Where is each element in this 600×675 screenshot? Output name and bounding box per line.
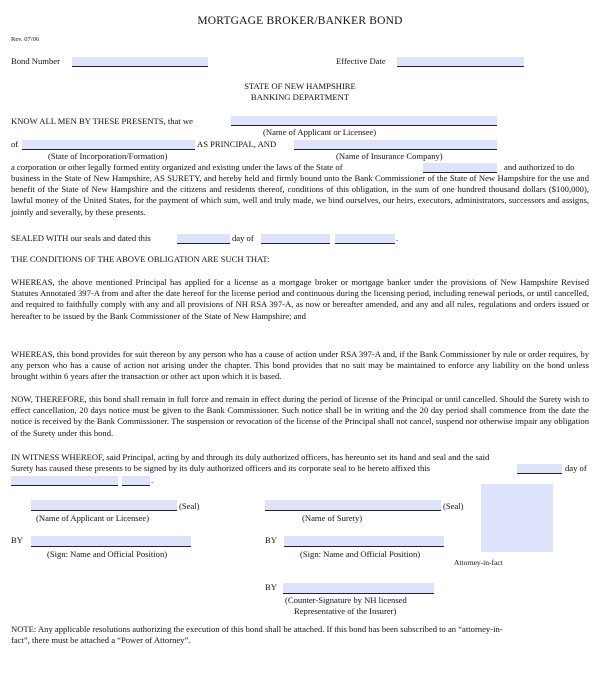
attorney-in-fact-label: Attorney-in-fact [454,558,503,567]
witness-line-1: IN WITNESS WHEREOF, said Principal, acting by and through its duly authorized officers, has hereunto set its hand and seal and the said [11,452,490,462]
effective-date-field[interactable] [397,57,524,66]
document-title: MORTGAGE BROKER/BANKER BOND [197,15,403,27]
conditions-heading: THE CONDITIONS OF THE ABOVE OBLIGATION ARE SUCH THAT: [11,254,270,264]
by-label-right: BY [265,535,277,545]
applicant-name-underline [231,125,497,126]
counter-signature-field[interactable] [283,583,434,593]
applicant-signature-caption: (Name of Applicant or Licensee) [36,513,150,523]
witness-month-field[interactable] [11,476,118,485]
surety-seal-box[interactable] [481,484,553,552]
department-heading: BANKING DEPARTMENT [250,92,350,102]
surety-state-field[interactable] [423,163,497,172]
witness-year-field[interactable] [122,476,150,485]
know-all-body: business in the State of New Hampshire, AS SURETY, and hereby held and firmly bound unto the Bank Commissioner of the State of New Hampshire for the use and benefit of the State of New Hampshire and the citizens and residents thereof, conditions of this obligation, in the sum of one hundred thousand dollars ($100,000), lawful money of the United States, for the payment of which sum, well and truly made, we bind ourselves, our heirs, executors, administrators, successors and assigns, jointly and severally, by these presents. [11,173,589,217]
sealed-period: . [396,233,399,243]
applicant-by-caption: (Sign: Name and Official Position) [47,549,168,559]
sealed-year-field[interactable] [335,234,395,243]
bond-number-field[interactable] [72,57,208,66]
by-label-left: BY [11,535,23,545]
insurance-company-field[interactable] [294,140,497,149]
witness-year-underline [122,485,150,486]
know-all-line1: a corporation or other legally formed entity organized and existing under the laws of the State of [11,162,343,172]
bond-number-label: Bond Number [11,56,60,66]
witness-day-underline [517,473,562,474]
sealed-day-field[interactable] [177,234,230,243]
surety-seal-label: (Seal) [443,501,464,511]
counter-signature-caption-2: Representative of the Insurer) [294,606,397,616]
surety-name-underline [265,510,441,511]
surety-name-caption: (Name of Surety) [302,513,363,523]
of-label: of [11,139,19,149]
now-therefore-paragraph: NOW, THEREFORE, this bond shall remain in full force and remain in effect during the period of license of the Principal or until cancelled. Should the Surety wish to effect cancellation, 20 days notice must be given to the Bank Commissioner. Such notice shall be in writing and the 20 day period shall commence from the date the notice is received by the Bank Commissioner. The suspension or revocation of the license of the Principal shall not cancel, suspend nor otherwise impair any obligation of the Surety under this bond. [11,394,589,438]
applicant-signature-underline [31,510,177,511]
bond-number-underline [72,66,208,67]
counter-signature-caption-1: (Counter-Signature by NH licensed [285,595,407,605]
state-incorporation-underline [22,149,195,150]
counter-signature-underline [283,593,434,594]
sealed-day-underline [177,243,230,244]
note-line-2: fact”, there must be attached a “Power of Attorney”. [11,635,191,645]
sealed-month-underline [261,243,330,244]
whereas-paragraph-2: WHEREAS, this bond provides for suit thereon by any person who has a cause of action under RSA 397-A and, if the Bank Commissioner by rule or order requires, by any person who has a cause of action not arising under the chapter. This bond provides that no suit may be maintained to enforce any liability on the bond unless brought within 6 years after the transaction or other act upon which it is based. [11,349,589,382]
state-incorporation-caption: (State of Incorporation/Formation) [48,151,168,161]
witness-day-field[interactable] [517,464,562,473]
revision-label: Rev. 07/06 [11,36,40,43]
know-all-lead: KNOW ALL MEN BY THESE PRESENTS, that we [11,116,193,126]
applicant-by-underline [31,546,191,547]
surety-by-caption: (Sign: Name and Official Position) [300,549,421,559]
witness-period: . [151,475,154,485]
state-heading: STATE OF NEW HAMPSHIRE [244,81,356,91]
witness-day-of: day of [565,463,587,473]
applicant-signature-name-field[interactable] [31,500,177,510]
note-line-1: NOTE: Any applicable resolutions authorizing the execution of this bond shall be attached. If this bond has been subscribed to an “attorney-in- [11,624,503,634]
applicant-name-caption: (Name of Applicant or Licensee) [263,127,377,137]
state-incorporation-field[interactable] [22,140,195,149]
by-label-counter: BY [265,582,277,592]
witness-month-underline [11,485,118,486]
sealed-lead: SEALED WITH our seals and dated this [11,233,151,243]
sealed-month-field[interactable] [261,234,330,243]
witness-line-2: Surety has caused these presents to be signed by its duly authorized officers and its corporate seal to be hereto affixed this [11,463,430,473]
know-all-line1-end: and authorized to do [504,162,575,172]
applicant-by-field[interactable] [31,536,191,546]
effective-date-label: Effective Date [336,56,386,66]
effective-date-underline [397,66,524,67]
sealed-day-of: day of [232,233,254,243]
insurance-company-underline [294,149,497,150]
applicant-seal-label: (Seal) [179,501,200,511]
applicant-name-field[interactable] [231,116,497,125]
sealed-year-underline [335,243,395,244]
surety-by-field[interactable] [284,536,444,546]
surety-by-underline [284,546,444,547]
insurance-company-caption: (Name of Insurance Company) [336,151,443,161]
whereas-paragraph-1: WHEREAS, the above mentioned Principal has applied for a license as a mortgage broker or mortgage banker under the provisions of New Hampshire Revised Statutes Annotated 397-A from and after the date hereof for the license period and continuous during the licensing period, including renewal periods, or until cancelled, and required to faithfully comply with any and all provisions of NH RSA 397-A, as now or hereafter amended, and any and all rules, regulations and orders issued or hereafter to be issued by the Bank Commissioner of the State of New Hampshire; and [11,277,589,321]
surety-name-field[interactable] [265,500,441,510]
as-principal-text: AS PRINCIPAL, AND [197,139,277,149]
